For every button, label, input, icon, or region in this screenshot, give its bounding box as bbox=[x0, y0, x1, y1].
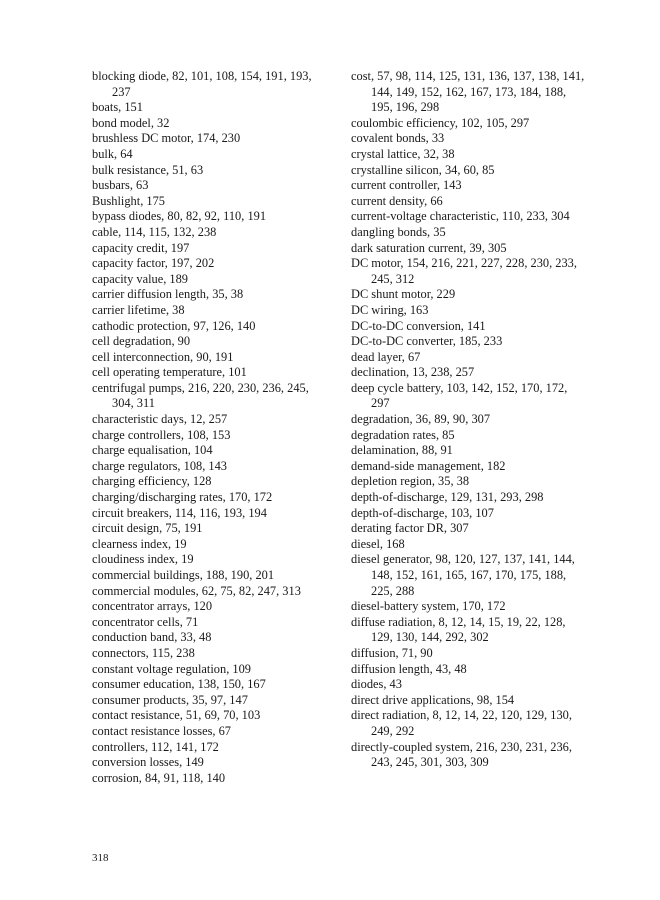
index-entry: cathodic protection, 97, 126, 140 bbox=[92, 318, 256, 333]
index-entry: charge controllers, 108, 153 bbox=[92, 427, 231, 442]
index-entry: commercial modules, 62, 75, 82, 247, 313 bbox=[92, 583, 301, 598]
index-entry: derating factor DR, 307 bbox=[351, 521, 469, 536]
index-entry: concentrator arrays, 120 bbox=[92, 599, 213, 614]
index-entry: current density, 66 bbox=[351, 193, 443, 208]
index-entry: diffusion length, 43, 48 bbox=[351, 661, 467, 676]
index-entry: cable, 114, 115, 132, 238 bbox=[92, 224, 217, 239]
index-entry: carrier lifetime, 38 bbox=[92, 302, 185, 317]
index-entry: cell interconnection, 90, 191 bbox=[92, 349, 234, 364]
index-entry: conduction band, 33, 48 bbox=[92, 630, 212, 645]
index-entry: charge equalisation, 104 bbox=[92, 443, 213, 458]
index-entry: consumer products, 35, 97, 147 bbox=[92, 692, 248, 707]
index-entry: crystal lattice, 32, 38 bbox=[351, 146, 455, 161]
index-entry: contact resistance, 51, 69, 70, 103 bbox=[92, 708, 261, 723]
index-entry: cost, 57, 98, 114, 125, 131, 136, 137, 138, 141, 144, 149, 152, 162, 167, 173, 184, 188, 195, 196, 298 bbox=[351, 69, 585, 115]
index-entry: diesel-battery system, 170, 172 bbox=[351, 599, 506, 614]
index-entry: characteristic days, 12, 257 bbox=[92, 412, 228, 427]
index-entry: charging efficiency, 128 bbox=[92, 474, 212, 489]
index-entry: boats, 151 bbox=[92, 100, 143, 115]
index-entry: diodes, 43 bbox=[351, 677, 402, 692]
index-entry: charge regulators, 108, 143 bbox=[92, 458, 227, 473]
index-entry: circuit breakers, 114, 116, 193, 194 bbox=[92, 505, 267, 520]
index-entry: carrier diffusion length, 35, 38 bbox=[92, 287, 244, 302]
index-entry: conversion losses, 149 bbox=[92, 755, 204, 770]
index-entry: bulk, 64 bbox=[92, 146, 133, 161]
index-entry: directly-coupled system, 216, 230, 231, 236, 243, 245, 301, 303, 309 bbox=[351, 739, 572, 770]
index-entry: current controller, 143 bbox=[351, 178, 462, 193]
index-entry: coulombic efficiency, 102, 105, 297 bbox=[351, 115, 530, 130]
index-entry: crystalline silicon, 34, 60, 85 bbox=[351, 162, 495, 177]
index-entry: DC-to-DC conversion, 141 bbox=[351, 318, 486, 333]
index-entry: corrosion, 84, 91, 118, 140 bbox=[92, 770, 226, 785]
index-entry: charging/discharging rates, 170, 172 bbox=[92, 490, 273, 505]
index-entry: depth-of-discharge, 103, 107 bbox=[351, 505, 494, 520]
index-entry: connectors, 115, 238 bbox=[92, 645, 195, 660]
index-entry: commercial buildings, 188, 190, 201 bbox=[92, 568, 275, 582]
index-entry: contact resistance losses, 67 bbox=[92, 723, 232, 738]
index-entry: consumer education, 138, 150, 167 bbox=[92, 677, 266, 692]
index-entry: concentrator cells, 71 bbox=[92, 614, 199, 629]
index-column-left bbox=[92, 69, 324, 786]
index-entry: DC-to-DC converter, 185, 233 bbox=[351, 334, 503, 349]
index-entry: capacity factor, 197, 202 bbox=[92, 256, 215, 271]
index-entry: covalent bonds, 33 bbox=[351, 131, 445, 146]
index-entry: DC wiring, 163 bbox=[351, 302, 429, 317]
index-entry: depth-of-discharge, 129, 131, 293, 298 bbox=[351, 490, 544, 505]
index-entry: degradation, 36, 89, 90, 307 bbox=[351, 412, 491, 427]
index-entry: dark saturation current, 39, 305 bbox=[351, 240, 507, 255]
index-entry: brushless DC motor, 174, 230 bbox=[92, 131, 241, 146]
index-entry: delamination, 88, 91 bbox=[351, 443, 453, 458]
index-entry: capacity value, 189 bbox=[92, 271, 188, 286]
index-entry: dangling bonds, 35 bbox=[351, 224, 446, 239]
index-entry: DC shunt motor, 229 bbox=[351, 287, 456, 302]
index-column-right bbox=[351, 69, 586, 771]
page-number: 318 bbox=[92, 852, 109, 864]
index-entry: depletion region, 35, 38 bbox=[351, 474, 470, 489]
index-entry: cell degradation, 90 bbox=[92, 334, 191, 349]
index-entry: busbars, 63 bbox=[92, 178, 149, 193]
index-entry: degradation rates, 85 bbox=[351, 427, 455, 442]
index-entry: bond model, 32 bbox=[92, 115, 170, 130]
index-entry: blocking diode, 82, 101, 108, 154, 191, 193, 237 bbox=[92, 69, 312, 99]
index-entry: diffusion, 71, 90 bbox=[351, 645, 433, 660]
index-entry: constant voltage regulation, 109 bbox=[92, 661, 251, 676]
index-entry: circuit design, 75, 191 bbox=[92, 521, 203, 536]
index-entry: clearness index, 19 bbox=[92, 536, 187, 551]
index-entry: cell operating temperature, 101 bbox=[92, 365, 247, 380]
index-entry: direct drive applications, 98, 154 bbox=[351, 692, 515, 707]
index-entry: DC motor, 154, 216, 221, 227, 228, 230, 233, 245, 312 bbox=[351, 256, 577, 286]
index-entry: direct radiation, 8, 12, 14, 22, 120, 129, 130, 249, 292 bbox=[351, 708, 572, 738]
index-entry: declination, 13, 238, 257 bbox=[351, 365, 475, 380]
index-entry: diffuse radiation, 8, 12, 14, 15, 19, 22, 128, 129, 130, 144, 292, 302 bbox=[351, 614, 566, 645]
index-entry: Bushlight, 175 bbox=[92, 193, 165, 208]
index-entry: bulk resistance, 51, 63 bbox=[92, 162, 204, 177]
index-entry: demand-side management, 182 bbox=[351, 458, 506, 473]
index-entry: dead layer, 67 bbox=[351, 349, 421, 364]
index-entry: capacity credit, 197 bbox=[92, 240, 190, 255]
index-entry: deep cycle battery, 103, 142, 152, 170, 172, 297 bbox=[351, 380, 568, 411]
index-entry: diesel generator, 98, 120, 127, 137, 141, 144, 148, 152, 161, 165, 167, 170, 175, 188, 225, 288 bbox=[351, 552, 575, 598]
index-entry: cloudiness index, 19 bbox=[92, 552, 194, 567]
index-entry: diesel, 168 bbox=[351, 536, 405, 551]
index-entry: centrifugal pumps, 216, 220, 230, 236, 245, 304, 311 bbox=[92, 380, 309, 411]
index-entry: bypass diodes, 80, 82, 92, 110, 191 bbox=[92, 209, 267, 224]
index-entry: controllers, 112, 141, 172 bbox=[92, 739, 219, 754]
index-entry: current-voltage characteristic, 110, 233, 304 bbox=[351, 209, 570, 224]
